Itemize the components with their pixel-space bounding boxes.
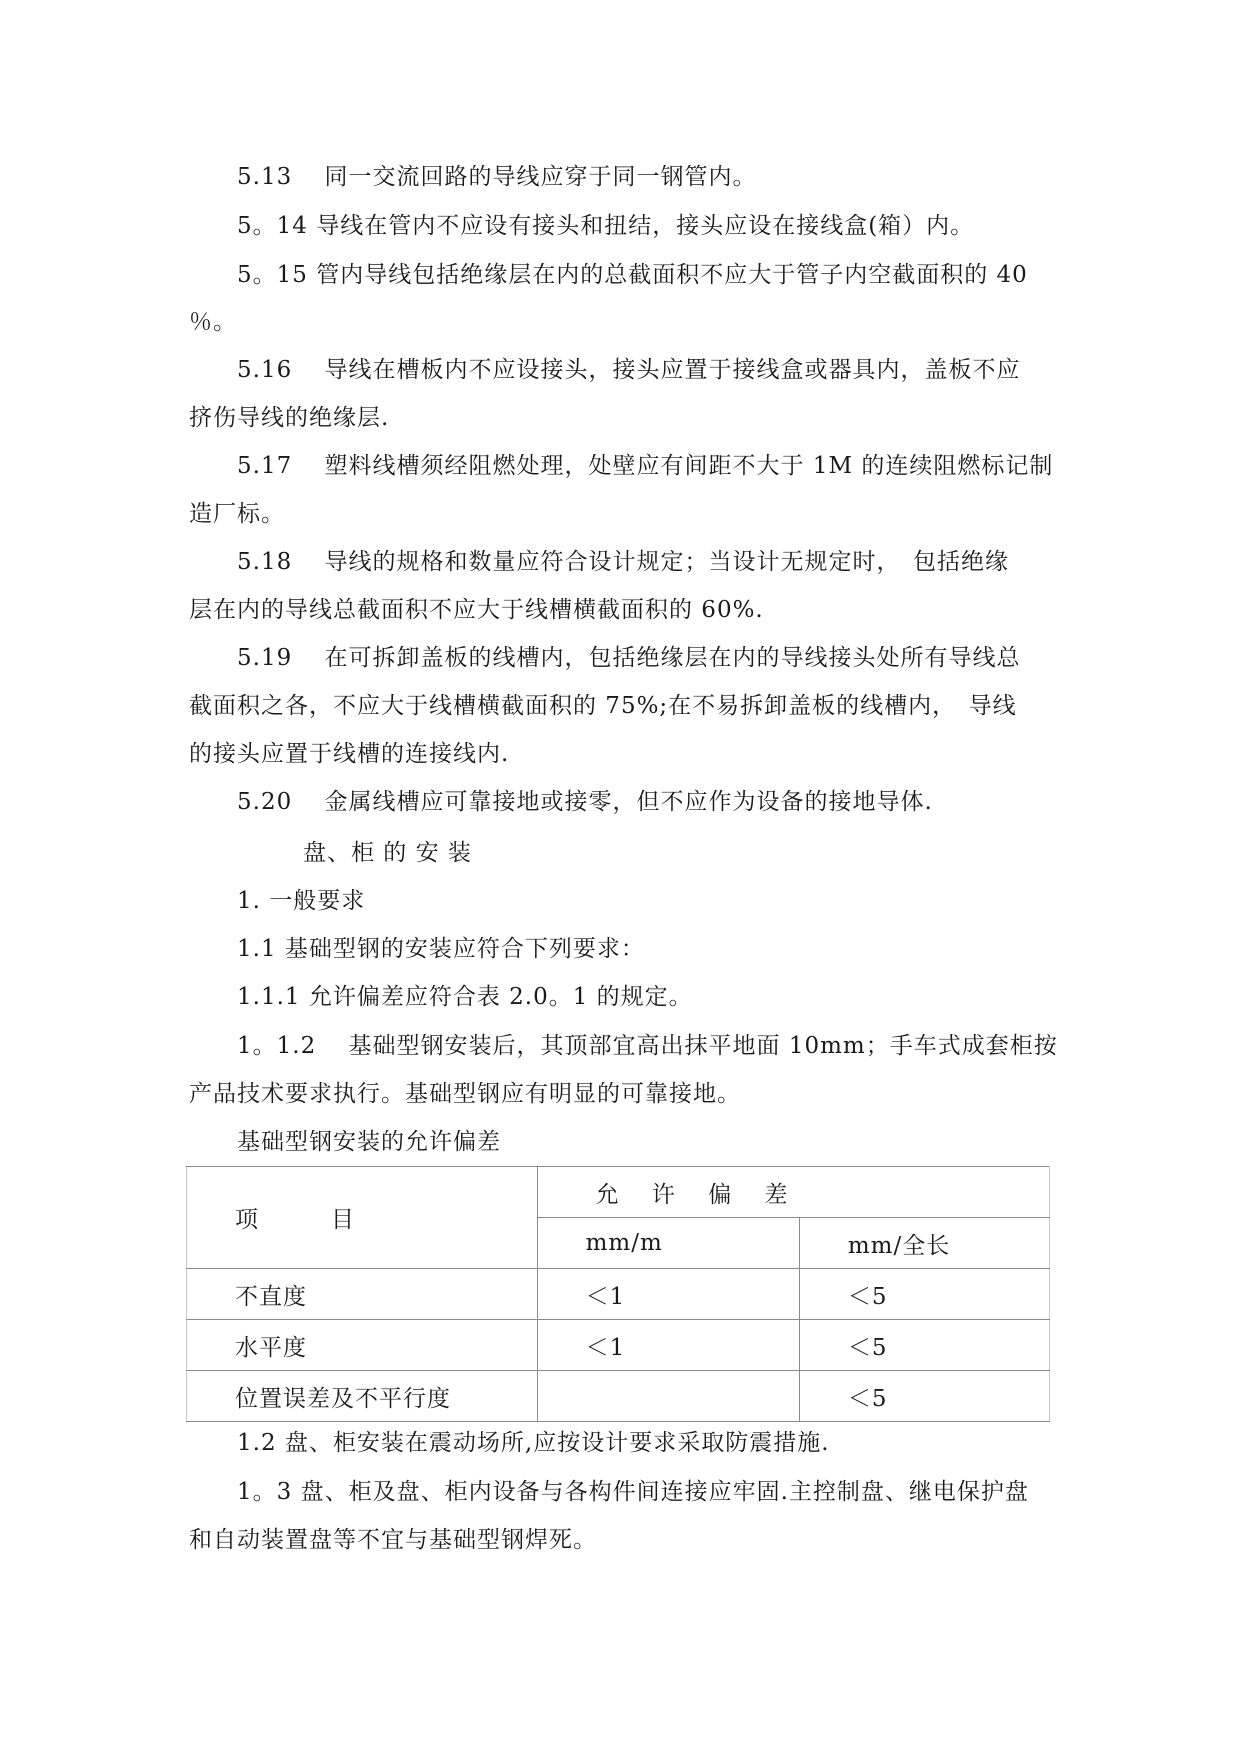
clause-1: 1. 一般要求 [237, 888, 366, 914]
clause-5-14: 5。14 导线在管内不应设有接头和扭结，接头应设在接线盒(箱）内。 [237, 213, 975, 239]
subheader-mm-full: mm/全长 [799, 1218, 1049, 1269]
clause-5-19-line1: 5.19 在可拆卸盖板的线槽内，包括绝缘层在内的导线接头处所有导线总 [237, 645, 1021, 671]
row-mm-m [537, 1371, 799, 1422]
table-row [187, 1320, 1050, 1371]
clause-5-18-line1: 5.18 导线的规格和数量应符合设计规定；当设计无规定时， 包括绝缘 [237, 549, 1010, 575]
clause-5-20: 5.20 金属线槽应可靠接地或接零，但不应作为设备的接地导体. [237, 789, 933, 815]
clause-1-3-line1: 1。3 盘、柜及盘、柜内设备与各构件间连接应牢固.主控制盘、继电保护盘 [237, 1479, 1029, 1505]
clause-1-1-2-line1: 1。1.2 基础型钢安装后，其顶部宜高出抹平地面 10mm；手车式成套柜按 [237, 1033, 1058, 1059]
header-item-cell: 项 目 [187, 1167, 538, 1269]
row-label: 位置误差及不平行度 [187, 1371, 538, 1422]
table-row [187, 1269, 1050, 1320]
row-mm-m: ＜1 [537, 1269, 799, 1320]
clause-5-16-line1: 5.16 导线在槽板内不应设接头，接头应置于接线盒或器具内，盖板不应 [237, 357, 1021, 383]
clause-5-18-line2: 层在内的导线总截面积不应大于线槽横截面积的 60%. [189, 597, 764, 623]
clause-5-19-line2: 截面积之各，不应大于线槽横截面积的 75%;在不易拆卸盖板的线槽内， 导线 [189, 693, 1017, 719]
row-label: 水平度 [187, 1320, 538, 1371]
clause-5-16-line2: 挤伤导线的绝缘层. [189, 405, 390, 431]
table-header-row [187, 1167, 1050, 1218]
clause-5-13: 5.13 同一交流回路的导线应穿于同一钢管内。 [237, 164, 757, 190]
clause-1-2: 1.2 盘、柜安装在震动场所,应按设计要求采取防震措施. [237, 1430, 830, 1456]
header-tolerance-cell: 允 许 偏 差 [537, 1167, 1049, 1218]
clause-5-15-line1: 5。15 管内导线包括绝缘层在内的总截面积不应大于管子内空截面积的 40 [237, 262, 1028, 288]
row-mm-full: ＜5 [799, 1269, 1049, 1320]
table-row [187, 1371, 1050, 1422]
table-caption: 基础型钢安装的允许偏差 [237, 1129, 501, 1155]
clause-5-17-line2: 造厂标。 [189, 501, 285, 527]
row-mm-m: ＜1 [537, 1320, 799, 1371]
tolerance-table [186, 1166, 1050, 1422]
row-label: 不直度 [187, 1269, 538, 1320]
clause-1-1-2-line2: 产品技术要求执行。基础型钢应有明显的可靠接地。 [189, 1081, 741, 1107]
row-mm-full: ＜5 [799, 1371, 1049, 1422]
clause-5-17-line1: 5.17 塑料线槽须经阻燃处理，处壁应有间距不大于 1M 的连续阻燃标记制 [237, 453, 1054, 479]
clause-1-1: 1.1 基础型钢的安装应符合下列要求： [237, 936, 645, 962]
subheader-mm-m: mm/m [537, 1218, 799, 1269]
clause-1-1-1: 1.1.1 允许偏差应符合表 2.0。1 的规定。 [237, 984, 693, 1010]
clause-5-19-line3: 的接头应置于线槽的连接线内. [189, 741, 510, 767]
section-heading: 盘、柜 的 安 装 [303, 840, 472, 866]
clause-5-15-line2: ％。 [189, 309, 237, 335]
row-mm-full: ＜5 [799, 1320, 1049, 1371]
clause-1-3-line2: 和自动装置盘等不宜与基础型钢焊死。 [189, 1527, 597, 1553]
